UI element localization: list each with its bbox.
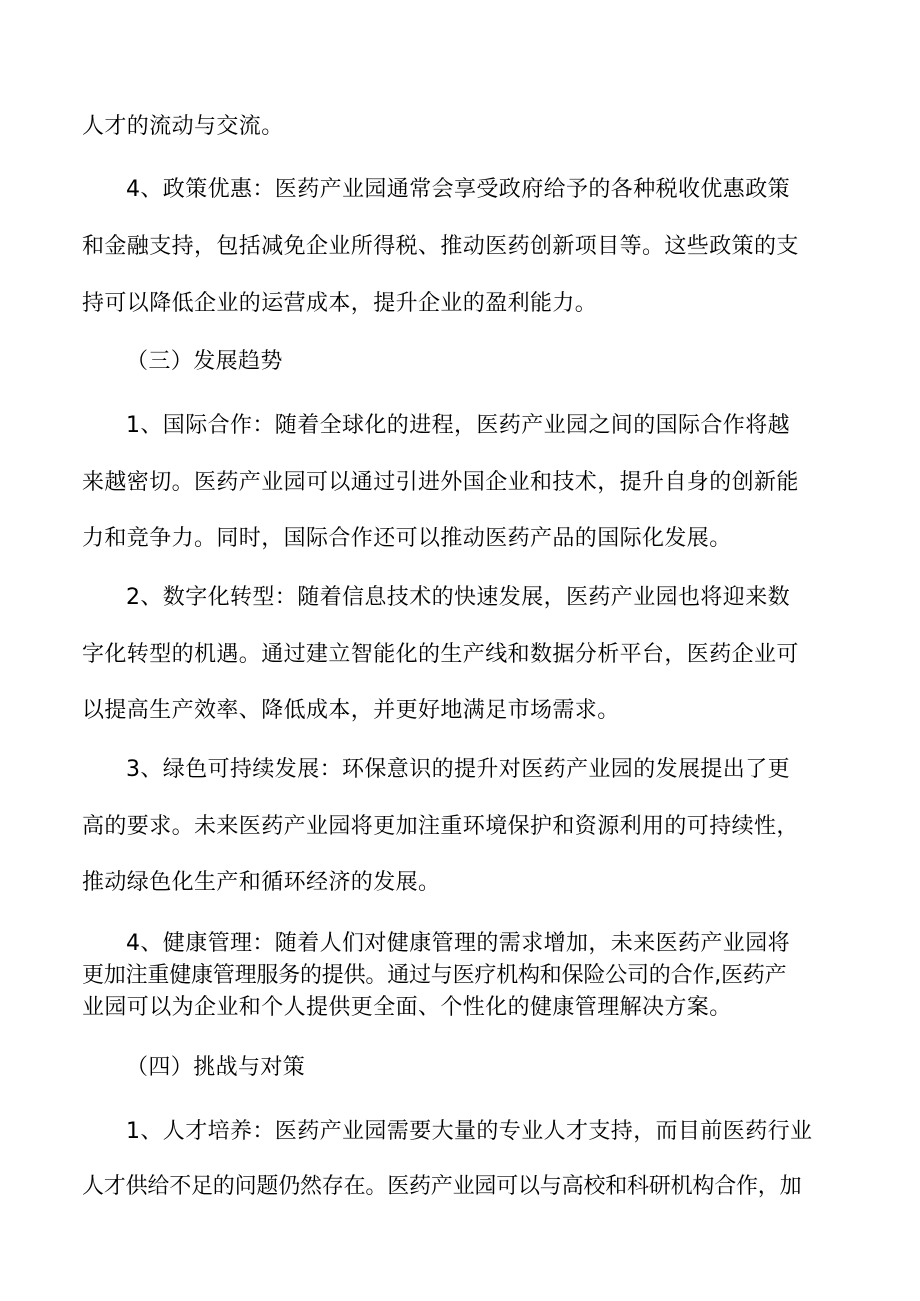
text-line: 来越密切。医药产业园可以通过引进外国企业和技术，提升自身的创新能	[82, 470, 799, 495]
text-line: 1、人才培养：医药产业园需要大量的专业人才支持，而目前医药行业	[126, 1119, 813, 1144]
text-line: 高的要求。未来医药产业园将更加注重环境保护和资源利用的可持续性，	[82, 814, 799, 839]
text-line: 人才的流动与交流。	[82, 114, 284, 139]
text-line: 推动绿色化生产和循环经济的发展。	[82, 870, 441, 895]
text-line: 业园可以为企业和个人提供更全面、个性化的健康管理解决方案。	[82, 995, 732, 1020]
text-line: 字化转型的机遇。通过建立智能化的生产线和数据分析平台，医药企业可	[82, 642, 799, 667]
text-line: 以提高生产效率、降低成本，并更好地满足市场需求。	[82, 698, 620, 723]
text-line: 更加注重健康管理服务的提供。通过与医疗机构和保险公司的合作,医药产	[82, 963, 787, 988]
text-line: 4、健康管理：随着人们对健康管理的需求增加，未来医药产业园将	[126, 931, 790, 956]
section-heading: （四）挑战与对策	[126, 1055, 306, 1080]
text-line: 3、绿色可持续发展：环保意识的提升对医药产业园的发展提出了更	[126, 757, 790, 782]
text-line: 人才供给不足的问题仍然存在。医药产业园可以与高校和科研机构合作，加	[82, 1174, 802, 1199]
text-line: 持可以降低企业的运营成本，提升企业的盈利能力。	[82, 291, 598, 316]
text-line: 1、国际合作：随着全球化的进程，医药产业园之间的国际合作将越	[126, 413, 790, 438]
text-line: 2、数字化转型：随着信息技术的快速发展，医药产业园也将迎来数	[126, 585, 790, 610]
text-line: 力和竞争力。同时，国际合作还可以推动医药产品的国际化发展。	[82, 526, 732, 551]
text-line: 4、政策优惠：医药产业园通常会享受政府给予的各种税收优惠政策	[126, 177, 790, 202]
section-heading: （三）发展趋势	[126, 349, 283, 374]
text-line: 和金融支持，包括减免企业所得税、推动医药创新项目等。这些政策的支	[82, 234, 799, 259]
